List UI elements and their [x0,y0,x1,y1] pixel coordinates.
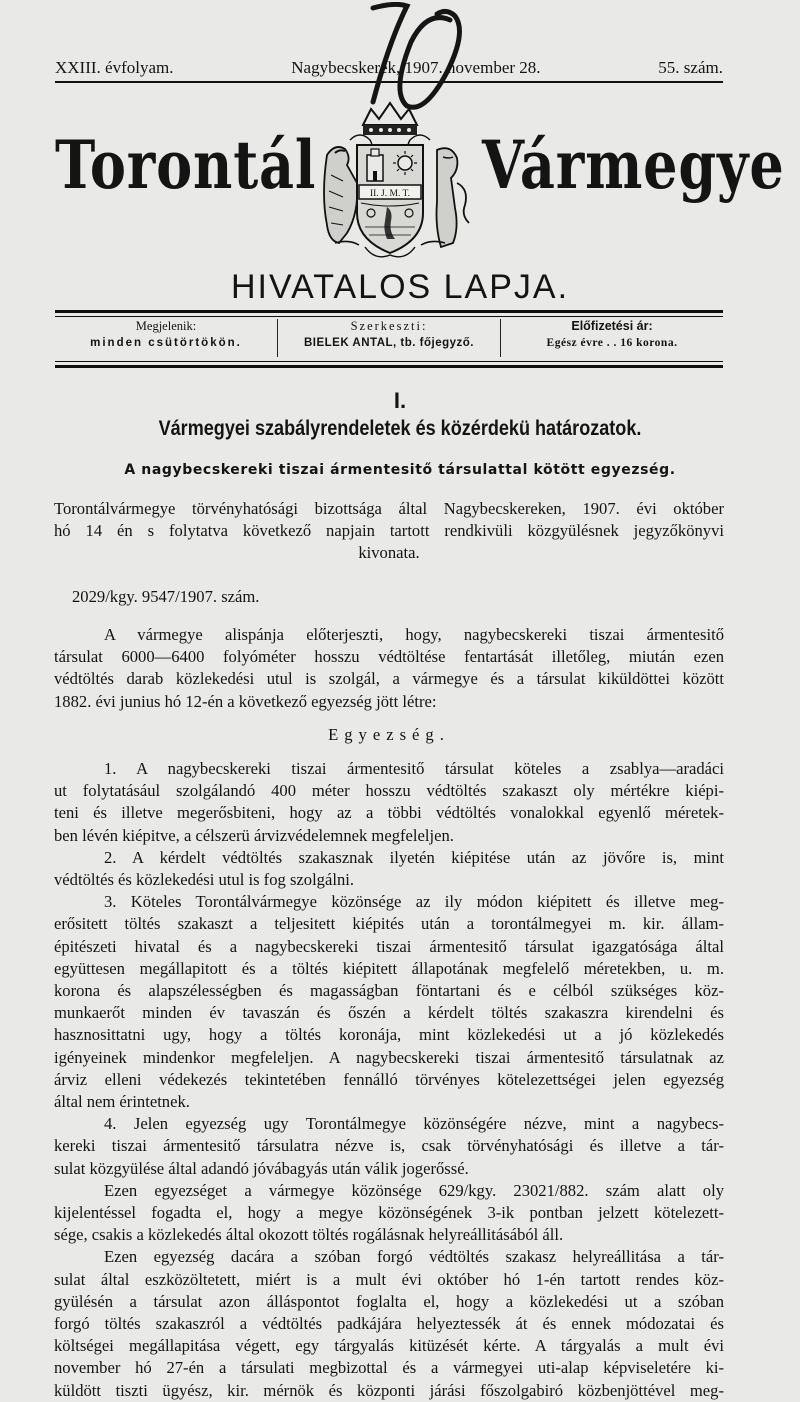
text-line: korona és alapszélességben és magasságban föntartani és e célból szükséges köz- [54,980,724,1000]
text-line: november hó 27-én a társulati megbizottal és a vármegyei uti-alap képviseletére ki- [54,1358,724,1378]
text-line: küldött tiszti ügyész, kir. mérnök és központi járási főszolgabiró közbenjöttével meg- [54,1380,724,1400]
crown-icon [363,103,417,135]
agreement-item-1 [54,758,724,847]
text-line: 2. A kérdelt védtöltés szakasznak ilyetén kiépitése után az jövőre is, mint [104,847,724,867]
text-line: árviz elleni védekezés tekintetében fennálló törvényes kötelezettségei jelen egyezség [54,1069,724,1089]
agreement-item-2 [54,847,724,891]
title-left: Torontál [55,126,317,204]
text-line: védtöltés darab közlekedési utul is szolgál, a vármegye és a társulat kiküldöttei között [54,669,724,689]
text-line: ut folytatásául szolgálandó 400 méter hosszu védtöltés szakaszt oly mértékre kiépi- [54,781,724,801]
text-line: Torontálvármegye törvényhatósági bizottsága által Nagybecskereken, 1907. évi október [54,499,724,518]
schedule-label: Megjelenik: [135,319,197,333]
text-line: együttesen megállapitott és a töltés kiépitett állapotának megfelelő méretekben, u. m. [54,958,724,978]
text-line: 3. Köteles Torontálvármegye közönsége az ily módon kiépitett és illetve meg- [104,892,724,912]
paragraph-2 [54,1180,724,1247]
intro-paragraph [54,498,724,565]
editor-label: Szerkeszti: [350,319,428,333]
text-line: védtöltés és közlekedési utul is fog szolgálni. [54,869,355,889]
text-line: kijelentéssel fogadta el, hogy a megye közönségének 3-ik pontban jelzett kötelezett- [54,1202,724,1222]
section-number: I. [393,388,407,413]
agreement-item-3 [54,891,724,1113]
top-rule [55,81,723,83]
price-value: Egész évre . . 16 korona. [546,337,678,349]
text-line: munkaerőt minden év tavaszán és őszén a kérdelt töltés szakaszra kirendelni és [54,1003,724,1023]
text-line: hasznosittatni ugy, hogy a töltés koronája, mint közlekedési ut a jó közlekedés [54,1025,724,1045]
price-label: Előfizetési ár: [571,319,653,333]
text-line: 1. A nagybecskereki tiszai ármentesitő társulat köteles a zsablya—aradáci [104,759,724,778]
text-line: társulat 6000—6400 folyóméter hosszu védtöltése fentartását illetőleg, miután ezen [54,647,724,667]
reference-number-text: 2029/kgy. 9547/1907. szám. [72,587,260,606]
text-line: igényeinek mindenkor megfeleljen. A nagybecskereki tiszai ármentesitő társulatnak az [54,1047,724,1067]
text-line: A vármegye alispánja előterjeszti, hogy, nagybecskereki tiszai ármentesitő [104,625,724,644]
schedule-value: minden csütörtökön. [90,337,242,349]
article-title: A nagybecskereki tiszai ármentesitő társulattal kötött egyezség. [124,462,676,478]
text-line: 1882. évi junius hó 12-én a következő egyezség jött létre: [54,691,437,711]
agreement-heading [54,724,724,746]
lion-icon [437,148,470,247]
reference-number [72,586,742,608]
text-line: épitészeti hivatal és a nagybecskereki tiszai ármentesitő társulat igazgatósága által [54,936,724,956]
text-line: költségei megállapitása végett, egy tárgyalás kitüzését kérte. A tárgyalás a mult évi [54,1336,724,1356]
info-rule-top-thick [55,310,723,313]
editor-info [278,318,500,358]
place-date: Nagybecskerek, 1907. november 28. [291,58,541,77]
info-rule-top-thin [55,316,723,317]
text-line: Ezen egyezség dacára a szóban forgó védtöltés szakasz helyreállitása a tár- [104,1247,724,1267]
masthead-subtitle: HIVATALOS LAPJA. [230,268,570,306]
text-line: forgó töltés szakaszról a védtöltés padkájára helyeztessék át és ennek módozatai és [54,1313,724,1333]
paragraph-3 [54,1246,724,1401]
paragraph-1 [54,624,724,713]
text-line: kivonata. [358,543,420,563]
info-bar [55,318,723,358]
shield-icon [357,145,423,253]
info-rule-bottom-thick [55,365,723,368]
text-line: erősitett töltés szakaszt a teljesitett kiépités után a torontálmegyei m. kir. állam- [54,914,724,934]
text-line: sége, csakis a közlekedés által okozott töltés rogálásnak helyreállitásából áll. [54,1225,564,1245]
coat-of-arms-icon [305,95,475,265]
volume-label: XXIII. évfolyam. [55,58,174,77]
text-line: által nem érintetnek. [54,1091,190,1111]
info-rule-bottom-thin [55,361,723,362]
text-line: Ezen egyezséget a vármegye közönsége 629/kgy. 23021/882. szám alatt oly [104,1180,724,1200]
eagle-icon [324,147,357,243]
crest-banner-text: II. J. M. T. [369,189,411,199]
title-right: Vármegye [482,126,785,204]
section-title: Vármegyei szabályrendeletek és közérdekü határozatok. [158,417,642,440]
text-line: ben lévén kiépitve, a célszerü árvizvédelemnek megfeleljen. [54,825,454,845]
issue-number: 55. szám. [658,58,723,77]
text-line: teni és illetve megerősbiteni, hogy az a többi védtöltés vonalokkal egyenlő méretek- [54,803,724,823]
text-line: hó 14 én s folytatva következő napjain tartott rendkivüli közgyülésnek jegyzőkönyvi [54,521,724,541]
text-line: 4. Jelen egyezség ugy Torontálmegye közönségére nézve, mint a nagybecs- [104,1114,724,1134]
editor-value: BIELEK ANTAL, tb. főjegyző. [303,337,475,349]
subscription-price [501,318,723,358]
agreement-heading-text: Egyezség. [328,725,450,744]
text-line: gyülésén a társulat azon álláspontot foglalta el, hogy a közlekedési ut a szóban [54,1291,724,1311]
text-line: sulat közgyülése által adandó jóvábagyás után válik jogerőssé. [54,1158,469,1178]
text-line: kereki tiszai ármentesitő társulatra nézve is, csak törvényhatósági és illetve a tár- [54,1136,724,1156]
publication-schedule [55,318,277,358]
agreement-item-4 [54,1113,724,1180]
masthead-top-line [55,58,723,80]
text-line: sulat által eszközöltetett, miért is a mult évi október hó 1-én tartott rendes köz- [54,1269,724,1289]
